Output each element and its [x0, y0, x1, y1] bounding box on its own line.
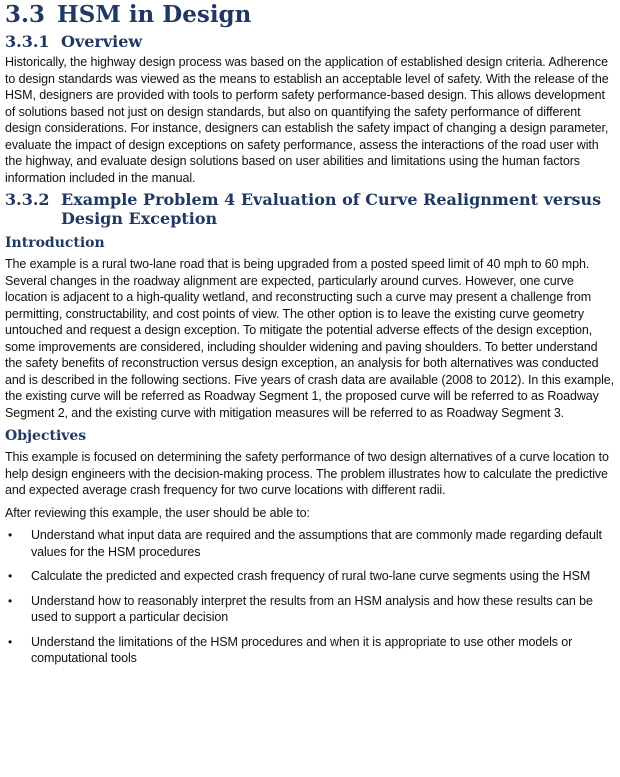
overview-heading	[5, 32, 616, 51]
section-title: HSM in Design	[57, 1, 252, 28]
example-title: Example Problem 4 Evaluation of Curve Realignment versus Design Exception	[61, 190, 602, 228]
section-number: 3.3	[5, 1, 46, 28]
bullet-icon: •	[8, 634, 13, 649]
introduction-paragraph: The example is a rural two-lane road that is being upgraded from a posted speed limit of 40 mph to 60 mph. Several changes in the roadway alignment are expected, particularly around curves. However, one curve location is adjacent to a high-quality wetland, and reconstructing such a curve may present a challenge from permitting, constructability, and cost points of view. The other option is to leave the existing curve geometry untouched and request a design exception. To mitigate the potential adverse effects of the design exception, some improvements are considered, including shoulder widening and paving shoulders. To better understand the safety benefits of reconstruction versus design exception, an analysis for both alternatives was conducted and is described in the following sections. Five years of crash data are available (2008 to 2012). In this example, the existing curve will be referred as Roadway Segment 1, the proposed curve will be referred to as Roadway Segment 2, and the existing curve with mitigation measures will be referred to as Roadway Segment 3.	[5, 257, 614, 420]
overview-paragraph: Historically, the highway design process was based on the application of established design criteria. Adherence to design standards was viewed as the means to establish an acceptable level of safety. With the release of the HSM, designers are provided with tools to perform safety performance-based design. This allows development of solutions based not just on design standards, but also on quantifying the safety performance of different design considerations. For instance, designers can establish the safety impact of changing a design parameter, evaluate the impact of design exceptions on safety performance, assess the interactions of the road user with the highway, and evaluate design solutions based on user abilities and limitations using the human factors information included in the manual.	[5, 55, 609, 185]
objectives-lead-in: After reviewing this example, the user should be able to:	[5, 505, 310, 520]
list-item-text: Calculate the predicted and expected crash frequency of rural two-lane curve segments using the HSM	[31, 569, 591, 583]
bullet-icon: •	[8, 528, 13, 542]
section-heading	[5, 2, 616, 28]
overview-number: 3.3.1	[5, 32, 50, 51]
list-item	[5, 527, 616, 560]
list-item-text: Understand how to reasonably interpret the results from an HSM analysis and how these results can be used to support a particular decision	[31, 593, 593, 624]
bullet-icon: •	[8, 593, 13, 608]
list-item	[5, 593, 616, 626]
list-item	[5, 634, 616, 667]
list-item-text: Understand the limitations of the HSM procedures and when it is appropriate to use other models or computational tools	[31, 634, 573, 665]
list-item-text: Understand what input data are required and the assumptions that are commonly made regarding default values for the HSM procedures	[31, 528, 602, 559]
objectives-heading: Objectives	[5, 428, 87, 444]
objectives-paragraph: This example is focused on determining the safety performance of two design alternatives of a curve location to help design engineers with the decision-making process. The problem illustrates how to calculate the predictive and expected average crash frequency for two curve locations with different radii.	[5, 450, 609, 497]
example-number: 3.3.2	[5, 190, 50, 209]
bullet-icon: •	[8, 569, 13, 583]
example-heading	[5, 190, 616, 228]
overview-title: Overview	[61, 32, 143, 51]
objectives-list	[5, 527, 616, 667]
introduction-heading: Introduction	[5, 235, 105, 251]
list-item	[5, 568, 616, 585]
